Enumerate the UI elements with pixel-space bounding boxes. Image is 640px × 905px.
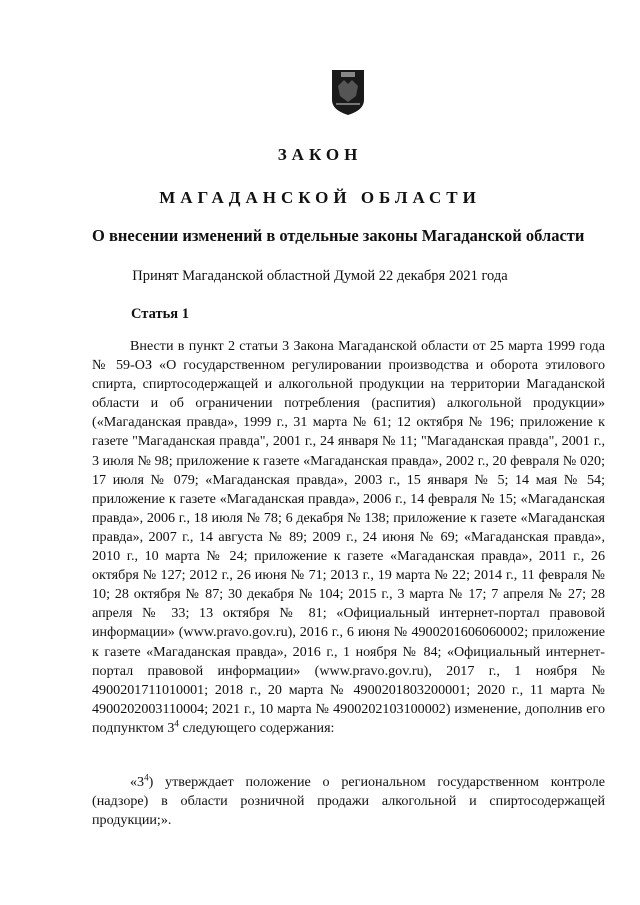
article-paragraph-1: Внести в пункт 2 статьи 3 Закона Магаданской области от 25 марта 1999 года № 59-ОЗ «О государственном регулировании производства и оборота этилового спирта, спиртосодержащей и алкогольной продукции на территории Магаданской области и об ограничении потребления (распития) алкогольной продукции» («Магаданская правда», 1999 г., 31 марта № 61; 12 октября № 196; приложение к газете "Магаданская правда", 2001 г., 24 января № 11; "Магаданская правда", 2001 г., 3 июля № 98; приложение к газете «Магаданская правда», 2002 г., 20 февраля № 020; 17 июля № 079; «Магаданская правда», 2003 г., 15 января № 5; 14 мая № 54; приложение к газете «Магаданская правда», 2006 г., 14 февраля № 15; «Магаданская правда», 2006 г., 18 июля № 78; 6 декабря № 138; приложение к газете «Магаданская правда», 2007 г., 14 августа № 89; 2009 г., 24 июня № 69; «Магаданская правда», 2010 г., 10 марта № 24; приложение к газете «Магаданская правда», 2011 г., 26 октября № 127; 2012 г., 26 июня № 71; 2013 г., 19 марта № 22; 2014 г., 11 февраля № 10; 28 октября № 87; 30 декабря № 104; 2015 г., 3 марта № 17; 7 апреля № 27; 28 апреля № 33; 13 октября № 81; «Официальный интернет-портал правовой информации» (www.pravo.gov.ru), 2016 г., 6 июня № 4900201606060002; приложение к газете «Магаданская правда», 2016 г., 1 ноября № 84; «Официальный интернет-портал правовой информации» (www.pravo.gov.ru), 2017 г., 1 ноября № 4900201711010001; 2018 г., 20 марта № 4900201803200001; 2020 г., 11 марта № 4900202003110004; 2021 г., 10 марта № 4900202103100002) изменение, дополнив его подпунктом $3^4$ следующего содержания: bbox=[92, 338, 605, 736]
adoption-statement: Принят Магаданской областной Думой 22 декабря 2021 года bbox=[132, 268, 508, 284]
law-subject: О внесении изменений в отдельные законы Магаданской области bbox=[92, 226, 585, 245]
law-title: ЗАКОН bbox=[277, 145, 363, 164]
article-paragraph-2: «$3^4$) утверждает положение о региональном государственном контроле (надзоре) в области розничной продажи алкогольной и спиртосодержащей продукции;». bbox=[92, 772, 605, 829]
article-heading: Статья 1 bbox=[131, 306, 189, 322]
region-title: МАГАДАНСКОЙ ОБЛАСТИ bbox=[159, 188, 481, 207]
coat-of-arms-emblem bbox=[330, 66, 366, 116]
